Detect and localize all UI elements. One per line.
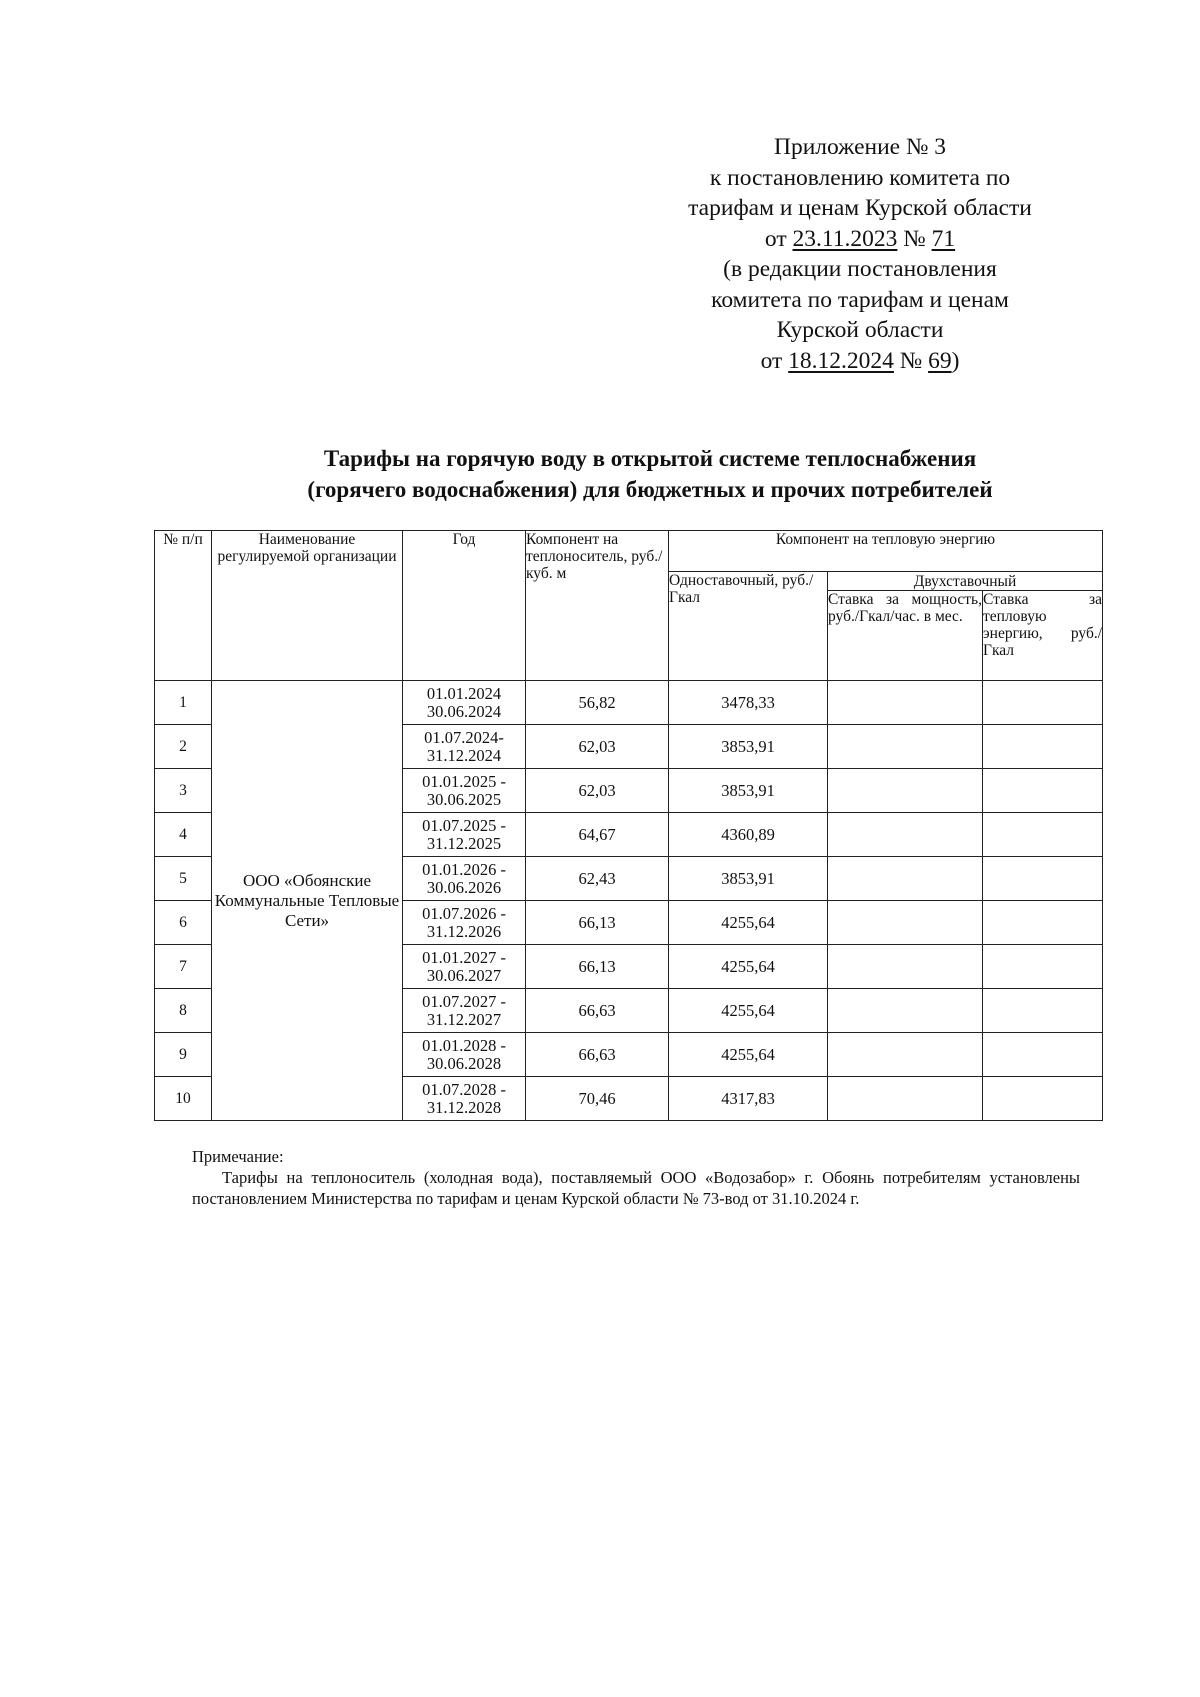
energy-rate-value bbox=[983, 989, 1103, 1033]
period-start: 01.07.2028 - bbox=[422, 1079, 506, 1099]
row-number: 7 bbox=[155, 945, 212, 989]
row-period bbox=[403, 901, 526, 945]
period-start: 01.01.2025 - bbox=[422, 771, 506, 791]
period-end: 31.12.2028 bbox=[426, 1097, 502, 1117]
capacity-rate-value bbox=[828, 813, 983, 857]
capacity-rate-value bbox=[828, 901, 983, 945]
energy-rate-value bbox=[983, 813, 1103, 857]
one-rate-value: 3853,91 bbox=[669, 769, 828, 813]
carrier-value: 66,13 bbox=[526, 945, 669, 989]
header-year: Год bbox=[403, 531, 526, 681]
appendix-line-7: Курской области bbox=[776, 317, 944, 343]
energy-rate-value bbox=[983, 725, 1103, 769]
period-end: 30.06.2027 bbox=[426, 965, 502, 985]
header-one-rate: Одноставочный, руб./Гкал bbox=[669, 572, 828, 681]
row-period bbox=[403, 989, 526, 1033]
period-end: 30.06.2028 bbox=[426, 1053, 502, 1073]
row-period bbox=[403, 681, 526, 725]
period-end: 31.12.2024 bbox=[426, 745, 502, 765]
amendment-closing-paren: ) bbox=[951, 347, 960, 374]
appendix-line-8 bbox=[640, 346, 1080, 377]
amendment-date-prefix: от bbox=[760, 347, 789, 374]
one-rate-value: 3853,91 bbox=[669, 725, 828, 769]
appendix-date-prefix: от bbox=[764, 225, 793, 252]
header-heat-component: Компонент на тепловую энергию bbox=[669, 531, 1103, 572]
organization-name: ООО «Обоянские Коммунальные Тепловые Сети» bbox=[212, 681, 403, 1121]
energy-rate-value bbox=[983, 901, 1103, 945]
carrier-value: 64,67 bbox=[526, 813, 669, 857]
one-rate-value: 4255,64 bbox=[669, 989, 828, 1033]
energy-rate-value bbox=[983, 769, 1103, 813]
appendix-line-4 bbox=[640, 224, 1080, 255]
row-number: 10 bbox=[155, 1077, 212, 1121]
carrier-value: 62,03 bbox=[526, 769, 669, 813]
note-label: Примечание: bbox=[192, 1147, 284, 1166]
row-period bbox=[403, 725, 526, 769]
header-capacity-rate: Ставка за мощность, руб./Гкал/час. в мес. bbox=[828, 591, 983, 681]
row-period bbox=[403, 1077, 526, 1121]
header-organization: Наименование регулируемой организации bbox=[212, 531, 403, 681]
carrier-value: 66,13 bbox=[526, 901, 669, 945]
appendix-line-3: тарифам и ценам Курской области bbox=[688, 195, 1032, 221]
appendix-number: 71 bbox=[931, 225, 956, 252]
carrier-value: 66,63 bbox=[526, 989, 669, 1033]
period-start: 01.07.2024- bbox=[424, 727, 504, 747]
row-number: 2 bbox=[155, 725, 212, 769]
period-end: 30.06.2026 bbox=[426, 877, 502, 897]
row-number: 1 bbox=[155, 681, 212, 725]
tariff-table-body bbox=[155, 681, 1103, 1121]
capacity-rate-value bbox=[828, 945, 983, 989]
amendment-number: 69 bbox=[928, 347, 952, 374]
capacity-rate-value bbox=[828, 989, 983, 1033]
appendix-line-6: комитета по тарифам и ценам bbox=[711, 286, 1009, 313]
period-start: 01.07.2026 - bbox=[422, 903, 506, 923]
period-start: 01.01.2024 bbox=[426, 683, 502, 703]
capacity-rate-value bbox=[828, 1033, 983, 1077]
header-num: № п/п bbox=[155, 531, 212, 681]
amendment-date: 18.12.2024 bbox=[788, 347, 894, 374]
one-rate-value: 4317,83 bbox=[669, 1077, 828, 1121]
row-number: 8 bbox=[155, 989, 212, 1033]
appendix-line-1: Приложение № 3 bbox=[773, 134, 947, 160]
capacity-rate-value bbox=[828, 1077, 983, 1121]
capacity-rate-value bbox=[828, 725, 983, 769]
period-start: 01.07.2025 - bbox=[422, 815, 506, 835]
one-rate-value: 4255,64 bbox=[669, 901, 828, 945]
one-rate-value: 4255,64 bbox=[669, 1033, 828, 1077]
row-period bbox=[403, 769, 526, 813]
tariff-table bbox=[154, 530, 1103, 1121]
appendix-line-5: (в редакции постановления bbox=[723, 256, 997, 282]
row-period bbox=[403, 857, 526, 901]
appendix-date: 23.11.2023 bbox=[792, 225, 898, 252]
header-two-rate: Двухставочный bbox=[828, 572, 1103, 591]
row-number: 6 bbox=[155, 901, 212, 945]
period-end: 30.06.2024 bbox=[426, 701, 502, 721]
period-end: 31.12.2025 bbox=[426, 833, 502, 853]
energy-rate-value bbox=[983, 1033, 1103, 1077]
document-title bbox=[150, 443, 1150, 505]
capacity-rate-value bbox=[828, 681, 983, 725]
appendix-header bbox=[640, 132, 1080, 376]
header-carrier-component: Компонент на теплоноситель, руб./куб. м bbox=[526, 531, 669, 681]
row-number: 3 bbox=[155, 769, 212, 813]
carrier-value: 62,03 bbox=[526, 725, 669, 769]
energy-rate-value bbox=[983, 945, 1103, 989]
row-period bbox=[403, 945, 526, 989]
carrier-value: 70,46 bbox=[526, 1077, 669, 1121]
energy-rate-value bbox=[983, 681, 1103, 725]
appendix-line-2: к постановлению комитета по bbox=[709, 164, 1011, 191]
period-end: 31.12.2026 bbox=[426, 921, 502, 941]
row-number: 5 bbox=[155, 857, 212, 901]
header-energy-rate: Ставка за тепловую энергию, руб./Гкал bbox=[983, 591, 1103, 681]
one-rate-value: 3478,33 bbox=[669, 681, 828, 725]
carrier-value: 66,63 bbox=[526, 1033, 669, 1077]
period-end: 30.06.2025 bbox=[426, 789, 502, 809]
one-rate-value: 3853,91 bbox=[669, 857, 828, 901]
one-rate-value: 4360,89 bbox=[669, 813, 828, 857]
capacity-rate-value bbox=[828, 769, 983, 813]
energy-rate-value bbox=[983, 857, 1103, 901]
title-line-1: Тарифы на горячую воду в открытой системе теплоснабжения bbox=[323, 446, 977, 471]
row-period bbox=[403, 1033, 526, 1077]
energy-rate-value bbox=[983, 1077, 1103, 1121]
period-start: 01.01.2028 - bbox=[422, 1035, 506, 1055]
period-start: 01.01.2027 - bbox=[422, 947, 506, 967]
period-start: 01.07.2027 - bbox=[422, 991, 506, 1011]
row-number: 9 bbox=[155, 1033, 212, 1077]
period-start: 01.01.2026 - bbox=[422, 859, 506, 879]
period-end: 31.12.2027 bbox=[426, 1009, 502, 1029]
row-period bbox=[403, 813, 526, 857]
capacity-rate-value bbox=[828, 857, 983, 901]
table-row bbox=[155, 681, 1103, 725]
title-line-2: (горячего водоснабжения) для бюджетных и прочих потребителей bbox=[307, 477, 993, 502]
amendment-number-sign: № bbox=[893, 347, 929, 374]
note-text: Тарифы на теплоноситель (холодная вода), поставляемый ООО «Водозабор» г. Обоянь потребителям установлены постановлением Министерства по тарифам и ценам Курской области № 73-вод от 31.10.2024 г. bbox=[192, 1168, 1080, 1208]
appendix-number-sign: № bbox=[897, 225, 932, 252]
carrier-value: 56,82 bbox=[526, 681, 669, 725]
one-rate-value: 4255,64 bbox=[669, 945, 828, 989]
row-number: 4 bbox=[155, 813, 212, 857]
carrier-value: 62,43 bbox=[526, 857, 669, 901]
